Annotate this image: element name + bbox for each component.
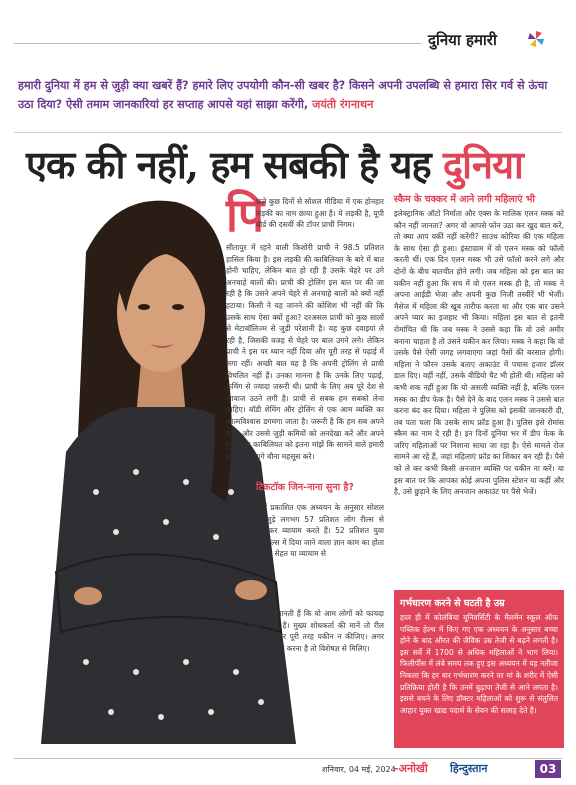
intro-paragraph xyxy=(18,76,558,114)
footer-supplement-name: -अनोखी xyxy=(394,762,428,775)
intro-author: जयंती रंगनाथन xyxy=(312,98,374,111)
headline xyxy=(26,138,566,190)
article-paragraph-scam: इलेक्ट्रानिक ऑटो निर्माता और एक्स के मालिक एलन मस्क को कौन नहीं जानता? अगर वो आपसे फोन उठा कर खुद बात करें, तो क्या आप यकीं नहीं करेंगी? साउथ कोरिया की एक महिला के साथ ऐसा ही हुआ। इंस्टाग्राम में वो एलन मस्क को फॉलो करती थीं। एक दिन एलन मस्क भी उसे फॉलो करने लगे और दोनों के बीच बातचीत होने लगी। जब महिला को इस बात का यकीन नहीं हुआ कि सच में वो एलन मस्क ही है, तो मस्क ने अपना आईडी भेजा और अपनी कुछ निजी तस्वीरें भी भेजीं। मैसेज में महिला की खूब तारीफ करता था और एक बार उसने अपने प्यार का इजहार भी किया। महिला इस बात से इतनी रोमांचित थी कि जब मस्क ने उससे कहा कि वो उसे अमीर बनाना चाहता है तो उसने यकीन कर लिया। मस्क ने कहा कि वो उसके पैसे ऐसी जगह लगवाएगा जहां पैसों की बरसात होगी। महिला ने फौरन उसके बताए अकाउंट में पचास हजार डॉलर डाल दिए। वहीं नहीं, उसके वीडियो चैट भी होती थी। महिला को कभी शक नहीं हुआ कि यो असली व्यक्ति नहीं है, बल्कि एलन मस्क का डीप फेक है। पैसे देने के बाद एलन मस्क ने उससे बात करना बंद कर दिया। महिला ने पुलिस को इसकी जानकारी दी, तब पता चला कि उसके साथ फ्रॉड हुआ है। पुलिस इसे रोमांस स्कैम का नाम दे रही है। इन दिनों दुनिया भर में डीप फेक के जरिए महिलाओं पर निशाना साधा जा रहा है। ऐसे मामले रोज सामने आ रहे हैं, जहां महिलाएं फ्रॉड का शिकार बन रही हैं। पैसे को ले कर कभी किसी अनजान व्यक्ति पर यकीन ना करें। या इस बात पर कि आपका कोई अपना पुलिस स्टेशन या कहीं और है, उसे छुड़ाने के लिए अनजान अकाउंट पर पैसे भेजें। xyxy=(394,209,564,497)
headline-main: एक की नहीं, हम सबकी है यह xyxy=(26,142,431,187)
dropcap: पि xyxy=(226,188,265,242)
article-paragraph-main: सीतापुर में रहने वाली किशोरी प्राची ने 98.5 प्रतिशत हासिल किया है। इस लड़की की काबिलियत के बारे में बात होनी चाहिए, लेकिन बात हो रही है उसके चेहरे पर उगे अनचाहे बालों की। प्राची की ट्रोलिंग इस बात पर की जा रही है कि उसने अपने चेहरे से अनचाहे बालों को क्यों नहीं हटाया। किसी ने यह जानने की कोशिश भी नहीं की कि उसके साथ ऐसा क्यों हुआ? दरअसल प्राची को कुछ सालों से मेटाबॉलिज्म से जुड़ी परेशानी है। यह कुछ दवाइयां ले रही है, जिसकी वजह से चेहरे पर बाल उगने लगे। लेकिन प्राची ने इस पर ध्यान नहीं दिया और पूरी तरह से पढ़ाई में लगा रहीं। अच्छी बात यह है कि अपनी ट्रोलिंग से प्राची विचलित नहीं हैं। उनका मानना है कि उनके लिए पढ़ाई, कुमिंग से ज्यादा जरूरी थी। प्राची के लिए अब पूरे देश से आवाज उठने लगी है। प्राची से सबक हम सबको लेना चाहिए। बॉडी शेमिंग और ट्रोलिंग से एक आम व्यक्ति का आत्मविश्वास डगमगा जाता है। जरूरी है कि हम सब अपने शरीर और उससे जुड़ी कमियों को अनदेखा करें और अपने हुनर और काबिलियत को इतना मांझें कि सामने वाले हमारी ताकत के आगे बौना महसूस करे। xyxy=(226,243,384,461)
footer-divider xyxy=(14,758,562,759)
box-title: गर्भधारण करने से घटती है उम्र xyxy=(400,598,505,609)
article-paragraph-intro: छले कुछ दिनों से सोशल मीडिया में एक होनहार लड़की का नाम छाया हुआ है। ये लड़की है, यूपी बोर्ड की दसवीं की टॉपर प्राची निगम। xyxy=(256,197,384,230)
box-body: हाल ही में कोलंबिया यूनिवर्सिटी के मैलमेन स्कूल ऑफ पब्लिक हेल्थ में किए गए एक अध्ययन के अनुसार बच्चा होने के बाद औरत की जैविक उम्र तेजी से बढ़ने लगती है। इस सर्वे में 1700 से अधिक महिलाओं ने भाग लिया। फिलीपींस में लंबे समय तक हुए इस अध्ययन में यह नतीजा निकला कि हर बार गर्भधारण करने पर मां के शरीर में ऐसी प्रतिक्रिया होती है कि उनमें बुढ़ापा तेजी से आने लगता है। इससे बचने के लिए डॉक्टर महिलाओं को शुरू से संतुलित आहार युक्त खाद्य पदार्थ के सेवन की सलाह देते हैं। xyxy=(400,613,558,715)
intro-text: हमारी दुनिया में हम से जुड़ी क्या खबरें हैं? हमारे लिए उपयोगी कौन-सी खबर है? किसने अपनी उपलब्धि से हमारा सिर गर्व से ऊंचा उठा दिया? ऐसी तमाम जानकारियां हर सप्ताह आपसे यहां साझा करेंगी, xyxy=(18,79,548,111)
footer-newspaper-name: हिन्दुस्तान xyxy=(450,762,488,775)
page-number: 03 xyxy=(535,760,561,778)
section-divider xyxy=(14,43,422,44)
subheading-reels: टिकटॉक जिन-नाना सुना है? xyxy=(256,482,354,493)
intro-divider xyxy=(14,132,562,133)
footer-date: शनिवार, 04 मई, 2024 xyxy=(322,765,396,774)
article-paragraph-reels: हेल्सी मेल में प्रकाशित एक अध्ययन के अनुसार सोशल मीडिया से जुड़े लगभग 57 प्रतिशत लोग रील्स से प्रभावित हो कर व्यायाम करते हैं। 52 प्रतिशत युवा मानते हैं कि रील्स में दिया जाने वाला ज्ञान काम का होता है। जो युवतियां सेहत या व्यायाम से xyxy=(232,503,384,559)
pinwheel-icon xyxy=(527,30,545,48)
subheading-scam: स्कैम के चक्कर में आने लगी महिलाएं भी xyxy=(394,194,535,205)
headline-accent: दुनिया xyxy=(442,142,523,187)
section-title: दुनिया हमारी xyxy=(428,31,497,49)
article-paragraph-reels-cont: जुड़े रील्स बनाती हैं, वो भी यह मानती हैं कि वो आम लोगों को फायदा पहुंचाने के लिए यह काम करती हैं। मुख्य शोधकर्ता की मानें तो रील मनोरंजन के लिए देखें, पर इस पर पूरी तरह यकीन न कीजिए। अगर आपको वजन घटाने के लिए व्यायाम करना है तो विशेषज्ञ से मिलिए। xyxy=(188,609,384,653)
